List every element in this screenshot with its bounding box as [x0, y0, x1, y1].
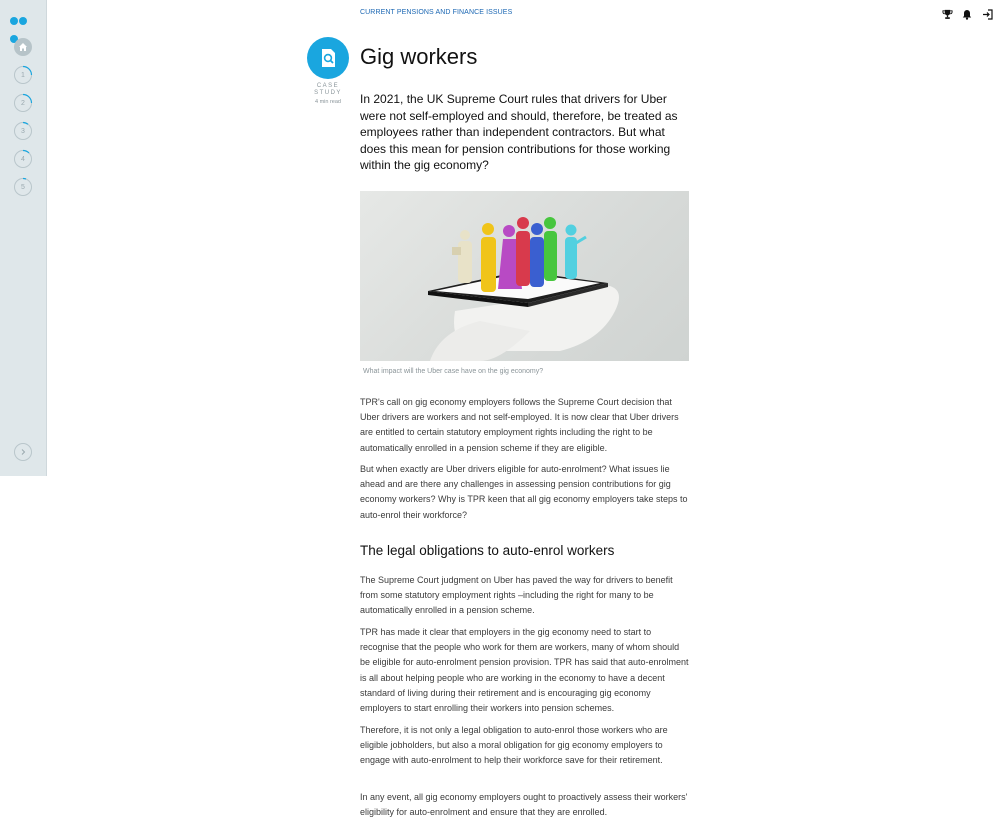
section-heading: The legal obligations to auto-enrol workers	[360, 543, 615, 558]
breadcrumb[interactable]: CURRENT PENSIONS AND FINANCE ISSUES	[360, 9, 513, 16]
step-3-label: 3	[21, 127, 25, 135]
case-study-badge	[307, 37, 349, 79]
step-1-button[interactable]	[14, 66, 32, 84]
paragraph: TPR has made it clear that employers in the gig economy need to start to recognise that the people who work for them are workers, many of whom should be eligible for auto-enrolment pension provision. TPR has said that auto-enrolment is all about helping people who are working in the economy to have a decent standard of living during their retirement and is encouraging gig economy employers to start enrolling their workers into pension schemes.	[360, 627, 689, 714]
bell-icon	[962, 9, 972, 20]
read-time: 4 min read	[315, 99, 341, 105]
paragraph: But when exactly are Uber drivers eligible for auto-enrolment? What issues lie ahead and are there any challenges in assessing pension contributions for gig economy workers? Why is TPR keen that all gig economy employers take steps to auto-enrol their workforce?	[360, 464, 688, 520]
paragraph: The Supreme Court judgment on Uber has paved the way for drivers to benefit from some statutory employment rights –including the right for many to be automatically enrolled in a pension scheme.	[360, 575, 673, 616]
home-icon	[18, 42, 28, 52]
step-2-label: 2	[21, 99, 25, 107]
page-title: Gig workers	[360, 44, 478, 69]
step-4-label: 4	[21, 155, 25, 163]
image-caption: What impact will the Uber case have on the gig economy?	[363, 368, 544, 375]
step-1-label: 1	[21, 71, 25, 79]
logout-button[interactable]	[980, 7, 994, 21]
step-5-label: 5	[21, 183, 25, 191]
paragraph: TPR's call on gig economy employers follows the Supreme Court decision that Uber drivers are workers and not self-employed. It is now clear that Uber drivers are entitled to certain statutory employment rights including the right to be automatically enrolled in a pension scheme if they are eligible.	[360, 397, 679, 453]
step-4-button[interactable]	[14, 150, 32, 168]
document-search-icon	[317, 47, 339, 69]
paragraph: Therefore, it is not only a legal obligation to auto-enrol those workers who are eligible jobholders, but also a moral obligation for gig economy employers to engage with auto-enrolment to help their workforce save for their retirement.	[360, 725, 668, 766]
app-logo[interactable]	[10, 12, 36, 20]
chevron-right-icon	[19, 448, 27, 456]
hero-image	[360, 191, 689, 361]
trophy-icon	[942, 9, 953, 20]
article-intro: In 2021, the UK Supreme Court rules that drivers for Uber were not self-employed and should, therefore, be treated as employees rather than independent contractors. But what does this mean for pension contributions for those working within the gig economy?	[360, 92, 678, 173]
sidebar	[0, 0, 47, 476]
trophy-button[interactable]	[940, 7, 954, 21]
step-5-button[interactable]	[14, 178, 32, 196]
case-study-label: CASE STUDY	[314, 83, 342, 96]
step-3-button[interactable]	[14, 122, 32, 140]
logout-icon	[982, 9, 993, 20]
next-button[interactable]	[14, 443, 32, 461]
gig-workers-illustration	[360, 191, 689, 361]
top-toolbar	[940, 7, 994, 21]
paragraph: In any event, all gig economy employers ought to proactively assess their workers' eligibility for auto-enrolment and ensure that they are enrolled.	[360, 792, 688, 818]
home-button[interactable]	[14, 38, 32, 56]
step-2-button[interactable]	[14, 94, 32, 112]
notifications-button[interactable]	[960, 7, 974, 21]
